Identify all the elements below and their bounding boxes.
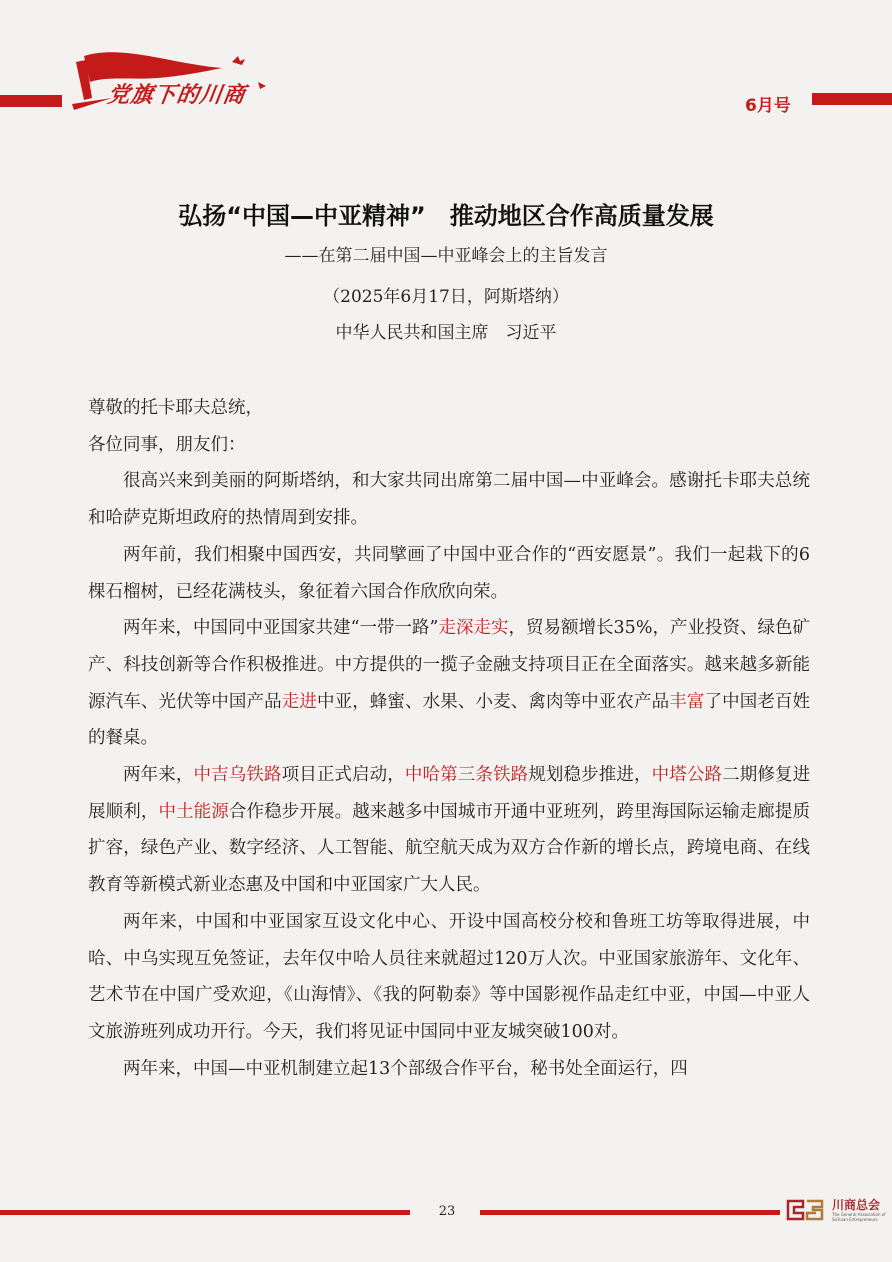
text-run: 规划稳步推进， [528, 765, 652, 786]
article-title: 弘扬“中国—中亚精神” 推动地区合作高质量发展 [178, 202, 714, 230]
header-red-bar-right [812, 93, 892, 105]
text-run: 合作稳步开展。越来越多中国城市开通中亚班列，跨里海国际运输走廊提质扩容，绿色产业、数字经济、人工智能、航空航天成为双方合作新的增长点，跨境电商、在线教育等新模式新业态惠及中国和中亚国家广大人民。 [88, 801, 811, 896]
footer-red-line-right [480, 1210, 780, 1215]
paragraph: 两年来，中国—中亚机制建立起13个部级合作平台，秘书处全面运行，四 [123, 1058, 688, 1079]
text-run: 两年来，中国同中亚国家共建“一带一路” [123, 618, 439, 639]
header-red-bar-left [0, 95, 62, 107]
salutation-line: 尊敬的托卡耶夫总统， [88, 398, 263, 418]
text-run: 了中国老百姓的餐桌。 [88, 691, 811, 749]
paragraph [88, 610, 810, 757]
chamber-logo-icon [785, 1197, 825, 1223]
text-run: ，贸易额增长35%，产业投资、绿色矿产、科技创新等合作积极推进。中方提供的一揽子金融支持项目正在全面落实。越来越多新能源汽车、光伏等中国产品 [88, 618, 810, 712]
highlight-text: 走进 [281, 691, 317, 712]
highlight-text: 丰富 [669, 691, 705, 712]
paragraph: 很高兴来到美丽的阿斯塔纳，和大家共同出席第二届中国—中亚峰会。感谢托卡耶夫总统和哈萨克斯坦政府的热情周到安排。 [88, 471, 810, 529]
article-author: 中华人民共和国主席 习近平 [335, 323, 557, 343]
highlight-text: 中塔公路 [651, 765, 723, 786]
article-dateline: （2025年6月17日，阿斯塔纳） [323, 287, 569, 307]
highlight-text: 中吉乌铁路 [193, 765, 282, 786]
highlight-text: 走深走实 [438, 618, 509, 639]
article-body [88, 390, 810, 1087]
paragraph: 两年来，中国和中亚国家互设文化中心、开设中国高校分校和鲁班工坊等取得进展，中哈、中乌实现互免签证，去年仅中哈人员往来就超过120万人次。中亚国家旅游年、文化年、艺术节在中国广受欢迎，《山海情》、《我的阿勒泰》等中国影视作品走红中亚，中国—中亚人文旅游班列成功开行。今天，我们将见证中国同中亚友城突破100对。 [88, 911, 810, 1042]
text-run: 两年来， [123, 765, 194, 786]
header-logo-text: 党旗下的川商 [105, 82, 248, 108]
text-run: 项目正式启动， [281, 765, 405, 786]
article-subtitle: ——在第二届中国—中亚峰会上的主旨发言 [284, 246, 608, 266]
footer-red-line-left [0, 1210, 410, 1215]
salutation-line: 各位同事，朋友们： [88, 434, 246, 455]
highlight-text: 中哈第三条铁路 [404, 765, 529, 786]
text-run: 二期修复进展顺利， [88, 765, 811, 822]
page-number: 23 [438, 1204, 456, 1219]
footer-brand-subtitle: The General Association of Sichuan Entrepreneurs [832, 1212, 886, 1222]
highlight-text: 中土能源 [158, 801, 229, 822]
issue-label: 6月号 [745, 96, 791, 116]
footer-brand-name: 川商总会 [832, 1198, 881, 1212]
paragraph: 两年前，我们相聚中国西安，共同擘画了中国中亚合作的“西安愿景”。我们一起栽下的6棵石榴树，已经花满枝头，象征着六国合作欣欣向荣。 [88, 544, 810, 602]
text-run: 中亚，蜂蜜、水果、小麦、禽肉等中亚农产品 [316, 691, 670, 712]
paragraph [88, 757, 810, 904]
